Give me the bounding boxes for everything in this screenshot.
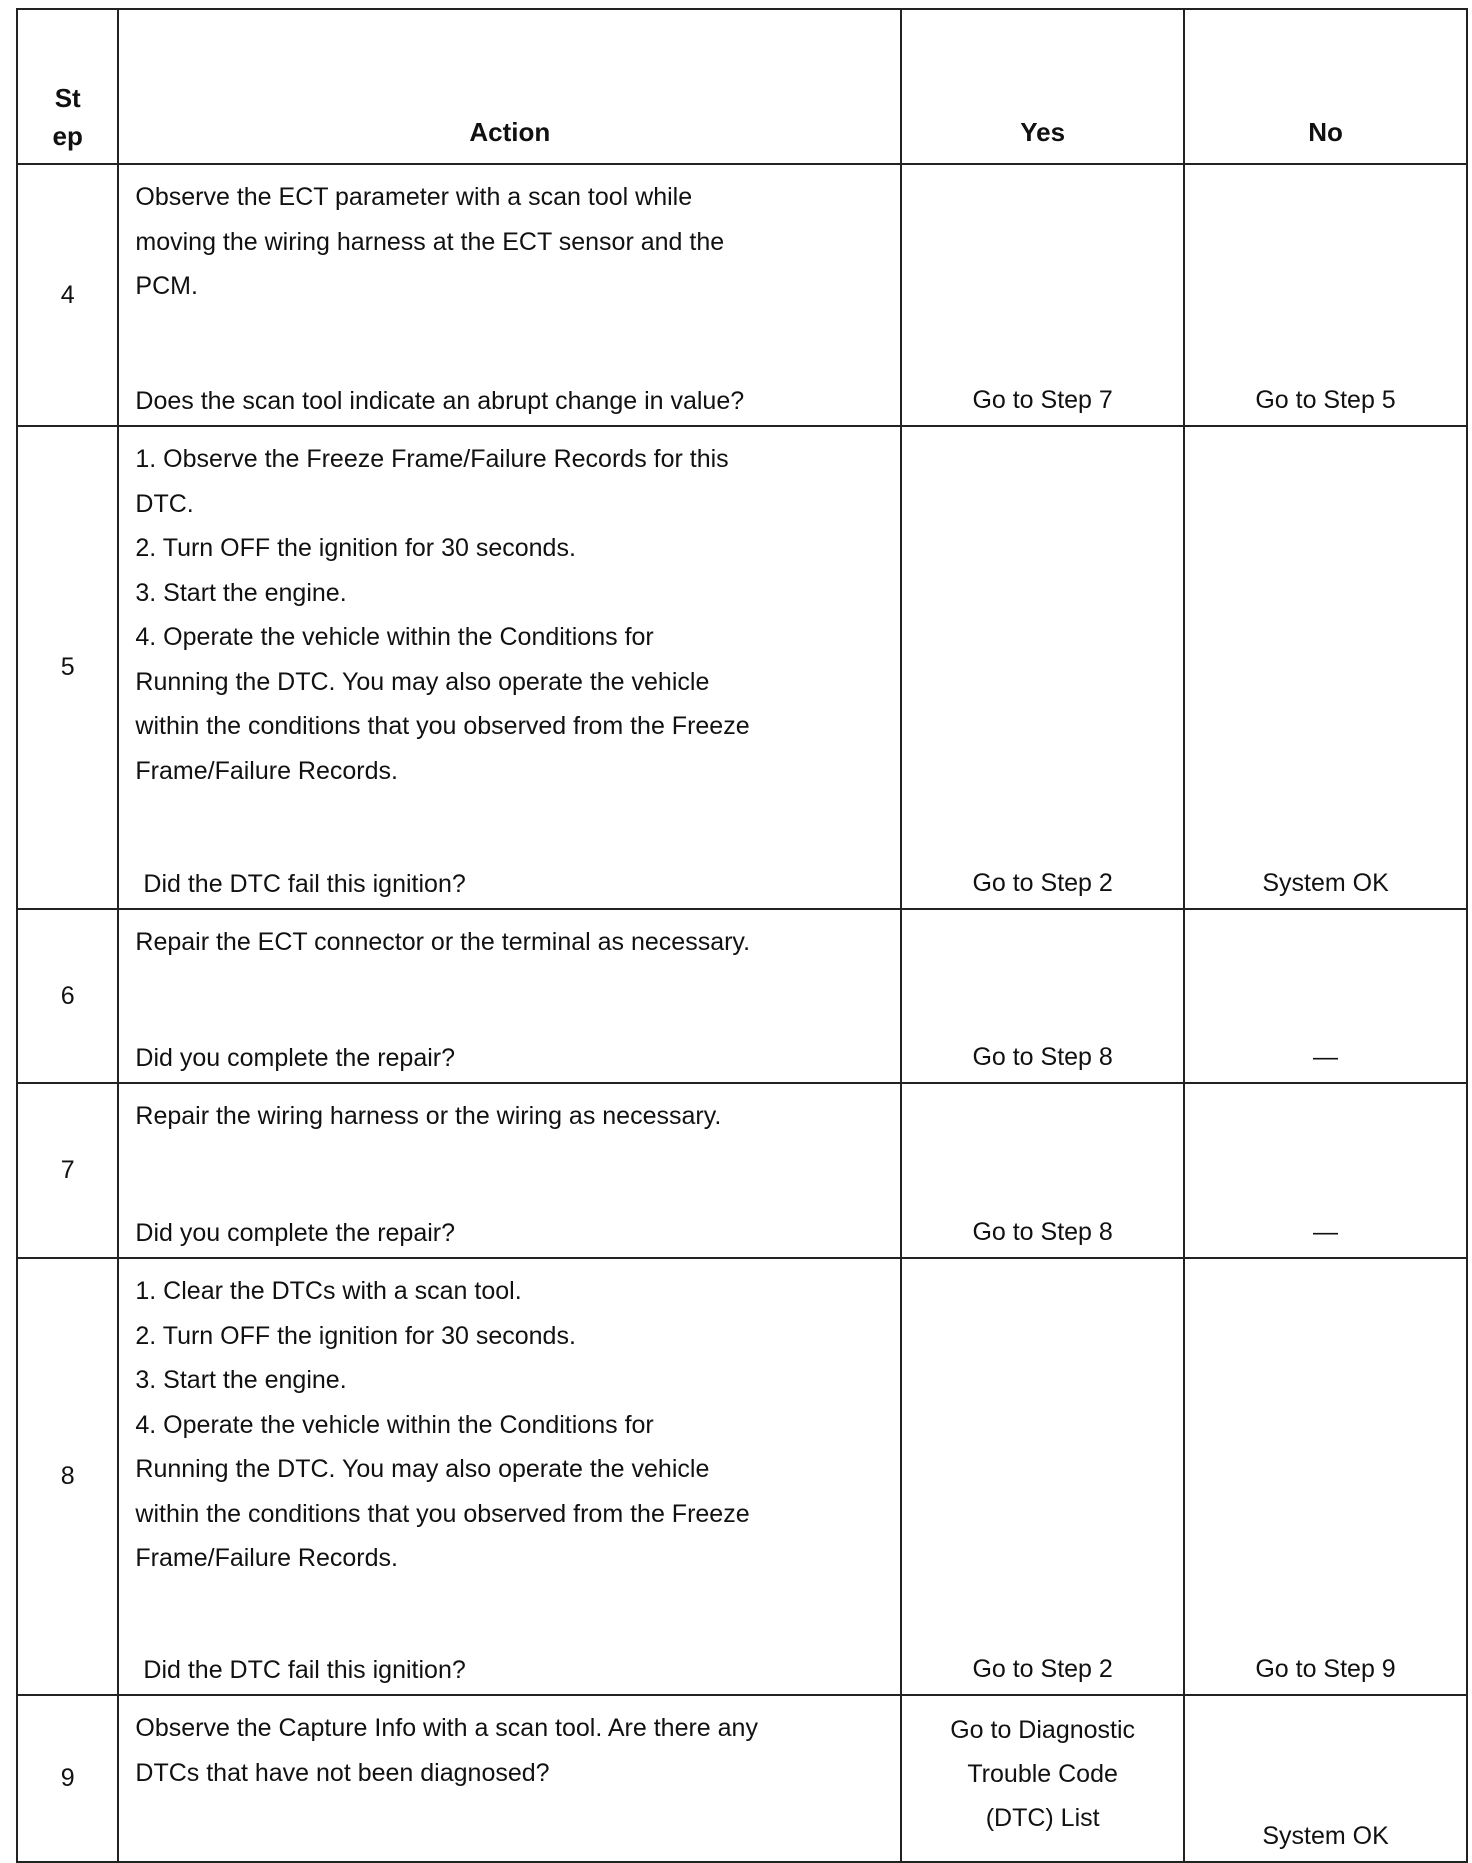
action-line: DTCs that have not been diagnosed? — [135, 1758, 550, 1787]
header-yes: Yes — [901, 9, 1184, 164]
action-line: Frame/Failure Records. — [135, 1544, 398, 1572]
no-cell — [1184, 164, 1467, 426]
action-cell — [118, 164, 901, 426]
header-action: Action — [118, 9, 901, 164]
action-question: Did the DTC fail this ignition? — [143, 1655, 466, 1684]
yes-cell — [901, 1083, 1184, 1258]
action-line: 1. Observe the Freeze Frame/Failure Records for this — [135, 445, 729, 473]
table-row — [17, 426, 1467, 909]
header-no: No — [1184, 9, 1467, 164]
action-line: 1. Clear the DTCs with a scan tool. — [135, 1277, 522, 1305]
no-outcome: — — [1313, 1043, 1339, 1071]
action-question: Did you complete the repair? — [135, 1218, 456, 1247]
table-row — [17, 1083, 1467, 1258]
action-line: Running the DTC. You may also operate the vehicle — [135, 1455, 710, 1483]
no-cell — [1184, 1695, 1467, 1862]
action-line: Running the DTC. You may also operate the vehicle — [135, 667, 710, 696]
table-row — [17, 1695, 1467, 1862]
header-step-line2: ep — [52, 121, 83, 151]
no-outcome: System OK — [1262, 1822, 1389, 1850]
table-row — [17, 1258, 1467, 1695]
yes-outcome-line: Go to Diagnostic — [950, 1716, 1136, 1744]
diagnostic-table — [16, 8, 1468, 1863]
yes-cell — [901, 426, 1184, 909]
action-line: PCM. — [135, 272, 198, 300]
no-cell — [1184, 1083, 1467, 1258]
yes-outcome-line: Trouble Code — [967, 1760, 1118, 1788]
action-line: within the conditions that you observed from the Freeze — [135, 1499, 750, 1528]
table-row — [17, 909, 1467, 1083]
yes-cell — [901, 164, 1184, 426]
action-line: 3. Start the engine. — [135, 578, 347, 607]
action-question: Did the DTC fail this ignition? — [143, 869, 466, 898]
action-question: Does the scan tool indicate an abrupt change in value? — [135, 386, 745, 415]
yes-outcome: Go to Step 2 — [972, 1655, 1113, 1683]
header-step-line1: St — [54, 83, 81, 113]
no-cell — [1184, 909, 1467, 1083]
action-cell — [118, 1083, 901, 1258]
yes-outcome: Go to Step 8 — [972, 1043, 1113, 1071]
step-number: 9 — [17, 1695, 118, 1862]
no-cell — [1184, 1258, 1467, 1695]
step-number: 7 — [17, 1083, 118, 1258]
action-line: Frame/Failure Records. — [135, 756, 398, 785]
yes-outcome: Go to Step 7 — [972, 386, 1113, 414]
action-line: 2. Turn OFF the ignition for 30 seconds. — [135, 534, 576, 562]
yes-cell — [901, 1695, 1184, 1862]
action-question: Did you complete the repair? — [135, 1043, 456, 1072]
yes-outcome: Go to Step 2 — [972, 869, 1113, 897]
step-number: 5 — [17, 426, 118, 909]
action-line: within the conditions that you observed from the Freeze — [135, 712, 750, 740]
yes-outcome: Go to Step 8 — [972, 1218, 1113, 1246]
action-line: 4. Operate the vehicle within the Conditions for — [135, 1410, 654, 1439]
table-row — [17, 164, 1467, 426]
no-outcome: Go to Step 9 — [1255, 1655, 1396, 1683]
action-line: Observe the ECT parameter with a scan tool while — [135, 183, 693, 211]
step-number: 6 — [17, 909, 118, 1083]
action-line: Observe the Capture Info with a scan tool. Are there any — [135, 1714, 758, 1742]
action-line: DTC. — [135, 489, 194, 518]
step-number: 4 — [17, 164, 118, 426]
action-line: 2. Turn OFF the ignition for 30 seconds. — [135, 1321, 576, 1350]
step-number: 8 — [17, 1258, 118, 1695]
action-line: moving the wiring harness at the ECT sensor and the — [135, 227, 725, 256]
action-line: Repair the wiring harness or the wiring as necessary. — [135, 1102, 722, 1130]
yes-cell — [901, 909, 1184, 1083]
no-cell — [1184, 426, 1467, 909]
yes-outcome — [902, 1708, 1183, 1840]
action-cell — [118, 1695, 901, 1862]
action-line: 4. Operate the vehicle within the Conditions for — [135, 623, 654, 651]
action-cell — [118, 1258, 901, 1695]
action-line: 3. Start the engine. — [135, 1366, 347, 1394]
yes-outcome-line: (DTC) List — [985, 1804, 1100, 1832]
action-line: Repair the ECT connector or the terminal as necessary. — [135, 928, 751, 956]
no-outcome: Go to Step 5 — [1255, 386, 1396, 414]
action-cell — [118, 909, 901, 1083]
yes-cell — [901, 1258, 1184, 1695]
action-cell — [118, 426, 901, 909]
no-outcome: System OK — [1262, 869, 1389, 897]
table-header-row — [17, 9, 1467, 164]
no-outcome: — — [1313, 1218, 1339, 1246]
header-step — [17, 9, 118, 164]
